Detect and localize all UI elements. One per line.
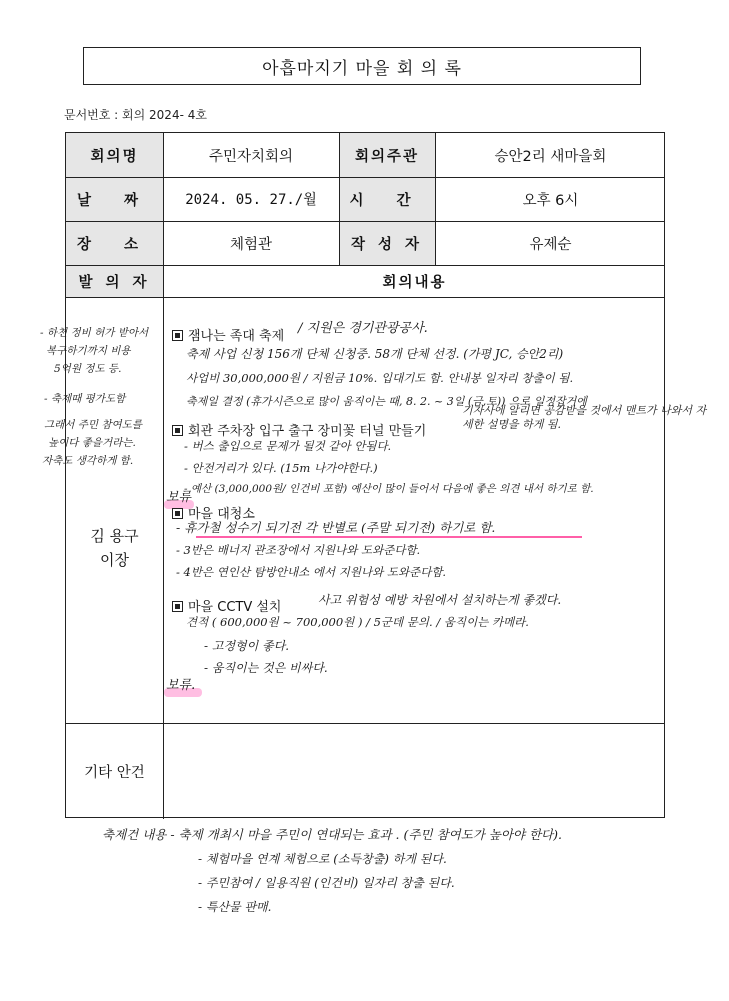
festival-line: 축제일 결정 (휴가시즌으로 많이 움직이는 때, 8. 2. ~ 3일 (금,토)) 으로 일정잡거에 bbox=[186, 395, 587, 408]
document-number: 문서번호 : 회의 2024- 4호 bbox=[64, 108, 207, 122]
meeting-form bbox=[65, 132, 665, 818]
cleanup-line: - 4반은 연인산 탐방안내소 에서 지원나와 도와준다함. bbox=[176, 565, 447, 579]
meeting-name-label: 회의명 bbox=[90, 148, 139, 165]
bottom-note-line: - 주민참여 / 일용직원 (인건비) 일자리 창출 된다. bbox=[198, 876, 455, 890]
festival-line: 사업비 30,000,000원 / 지원금 10%. 입대기도 함. 안내봉 일자리 창출이 됨. bbox=[186, 371, 574, 385]
parking-side-note: 기자사에 알리면 공감받을 것에서 맨트가 나와서 자세한 설명을 하게 됨. bbox=[462, 404, 707, 432]
section-festival-title: 잼나는 족대 축제 bbox=[188, 329, 285, 344]
cleanup-underline bbox=[196, 536, 582, 538]
section-cctv-title: 마을 CCTV 설치 bbox=[188, 600, 282, 615]
left-note-line: 높이다 좋을거라는. bbox=[48, 437, 136, 449]
bottom-note-line: 축제건 내용 - 축제 개최시 마을 주민이 연대되는 효과 . (주민 참여도가 높아야 한다). bbox=[102, 827, 562, 842]
section-parking-title: 회관 주차장 입구 출구 장미꽃 터널 만들기 bbox=[188, 424, 427, 439]
filled-square-box-icon bbox=[172, 508, 183, 519]
parking-status-badge: 보류 bbox=[166, 490, 192, 505]
place-value: 체험관 bbox=[229, 236, 273, 253]
section-parking-heading bbox=[172, 420, 426, 439]
left-note-line: - 축제때 평가도함 bbox=[44, 393, 126, 405]
place-label: 장 소 bbox=[76, 236, 153, 253]
author-value: 유제순 bbox=[529, 236, 572, 253]
bottom-note-line: - 특산물 판매. bbox=[198, 900, 272, 914]
cctv-reason-note: 사고 위험성 예방 차원에서 설치하는게 좋겠다. bbox=[318, 593, 562, 607]
content-label: 회의내용 bbox=[382, 274, 447, 291]
parking-line: - 안전거리가 있다. (15m 나가야한다.) bbox=[184, 461, 378, 475]
cctv-line: 견적 ( 600,000원 ~ 700,000원 ) / 5군데 문의. / 움직이는 카메라. bbox=[186, 615, 529, 629]
filled-square-box-icon bbox=[172, 425, 183, 436]
left-note-line: 자축도 생각하게 함. bbox=[42, 455, 134, 467]
proposer-value: 김 용구 이장 bbox=[90, 527, 139, 569]
section-cctv-heading bbox=[172, 596, 282, 615]
cctv-status-badge: 보류. bbox=[166, 678, 196, 693]
parking-line: - 버스 출입으로 문제가 될것 같아 안됨다. bbox=[184, 439, 392, 453]
cleanup-line: - 3반은 배너지 관조장에서 지원나와 도와준다함. bbox=[176, 543, 421, 557]
time-value: 오후 6시 bbox=[522, 192, 579, 209]
filled-square-box-icon bbox=[172, 601, 183, 612]
author-label: 작 성 자 bbox=[350, 236, 424, 253]
left-note-line: 5억원 정도 등. bbox=[54, 363, 122, 375]
festival-line: 축제 사업 신청 156개 단체 신청중. 58개 단체 선정. (가평 JC, 승안2리) bbox=[186, 347, 564, 361]
section-cleanup-title: 마을 대청소 bbox=[188, 507, 255, 522]
cctv-line: - 움직이는 것은 비싸다. bbox=[204, 661, 328, 675]
left-note-line: 복구하기까지 비용 bbox=[46, 345, 131, 357]
time-label: 시 간 bbox=[349, 192, 425, 209]
date-value: 2024. 05. 27./월 bbox=[185, 192, 317, 208]
festival-support-note: / 지원은 경기관광공사. bbox=[298, 321, 428, 336]
other-agenda-label: 기타 안건 bbox=[84, 764, 145, 781]
section-festival-heading bbox=[172, 325, 284, 344]
left-note-line: 그래서 주민 참여도를 bbox=[44, 419, 142, 431]
bottom-note-line: - 체험마을 연계 체험으로 (소득창출) 하게 된다. bbox=[198, 852, 447, 866]
document-title: 아흡마지기 마을 회 의 록 bbox=[83, 47, 641, 85]
date-label: 날 짜 bbox=[76, 192, 153, 209]
organizer-label: 회의주관 bbox=[354, 148, 420, 165]
proposer-label: 발 의 자 bbox=[78, 274, 151, 291]
parking-line: - 예산 (3,000,000원/ 인건비 포함) 예산이 많이 들어서 다음에 좋은 의견 내서 하기로 함. bbox=[184, 483, 594, 495]
cctv-line: - 고정형이 좋다. bbox=[204, 639, 290, 653]
meeting-name-value: 주민자치회의 bbox=[208, 148, 294, 165]
organizer-value: 승안2리 새마을회 bbox=[494, 148, 607, 165]
left-note-line: - 하천 정비 허가 받아서 bbox=[40, 327, 149, 339]
filled-square-box-icon bbox=[172, 330, 183, 341]
cleanup-line: - 휴가철 성수기 되기전 각 반별로 (주말 되기전) 하기로 함. bbox=[176, 520, 496, 535]
